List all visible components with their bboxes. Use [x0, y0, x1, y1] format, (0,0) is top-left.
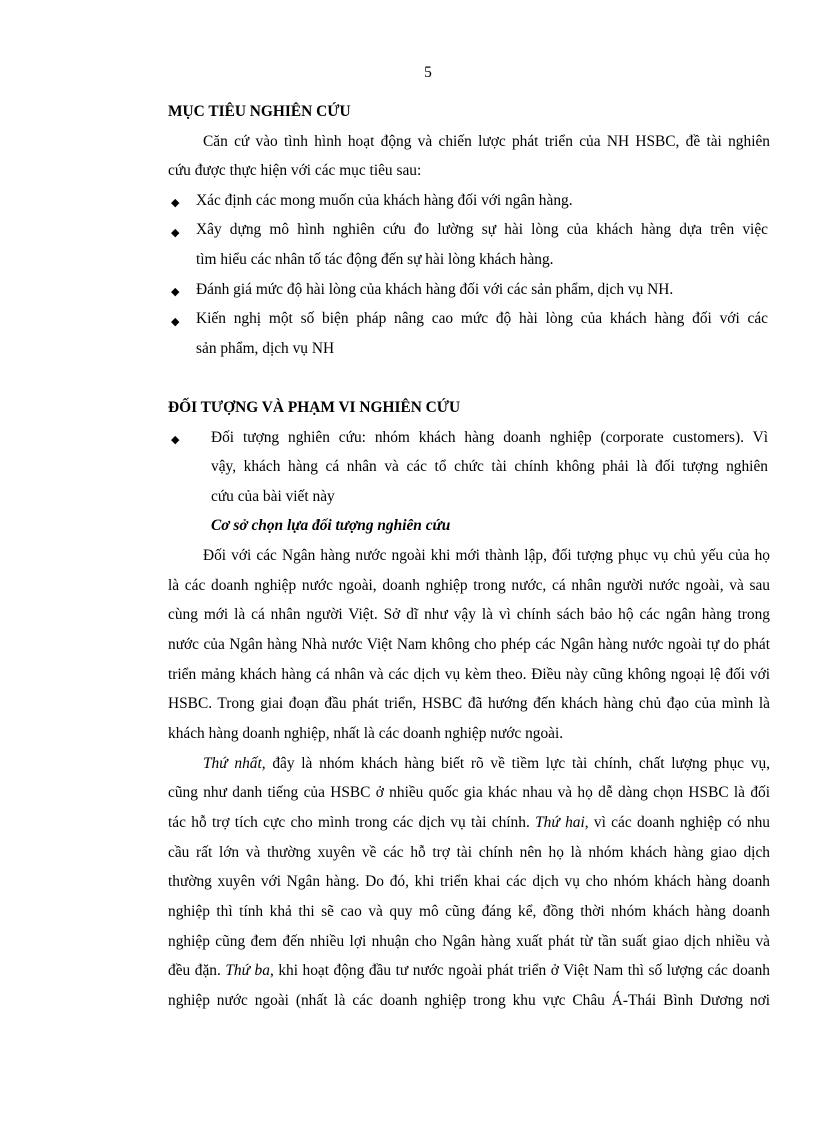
- text-run: tác hỗ trợ tích cực cho mình trong các dịch vụ tài chính.: [168, 814, 536, 831]
- paragraph-line: cầu rất lớn và thường xuyên về các hỗ trợ tài chính nên họ là nhóm khách hàng giao dịch: [168, 844, 770, 861]
- page-number: 5: [424, 64, 432, 81]
- list-item: Xây dựng mô hình nghiên cứu đo lường sự hài lòng của khách hàng dựa trên việc: [196, 221, 768, 238]
- paragraph-line: [168, 962, 770, 980]
- section-heading-research-scope: ĐỐI TƯỢNG VÀ PHẠM VI NGHIÊN CỨU: [168, 399, 461, 416]
- paragraph-line: [203, 755, 770, 773]
- text-run: đây là nhóm khách hàng biết rõ về tiềm lực tài chính, chất lượng phục vụ,: [265, 755, 770, 772]
- paragraph-line: triển mảng khách hàng cá nhân và các dịch vụ kèm theo. Điều này cũng không ngoại lệ đối với: [168, 666, 770, 683]
- section-heading-research-objectives: MỤC TIÊU NGHIÊN CỨU: [168, 103, 351, 120]
- diamond-bullet-icon: ◆: [171, 316, 180, 328]
- list-item-continuation: sản phẩm, dịch vụ NH: [196, 340, 335, 357]
- list-item-continuation: cứu của bài viết này: [211, 488, 335, 505]
- paragraph-line: là các doanh nghiệp nước ngoài, doanh nghiệp trong nước, cá nhân người nước ngoài, và sau: [168, 577, 770, 594]
- list-item: Đánh giá mức độ hài lòng của khách hàng đối với các sản phẩm, dịch vụ NH.: [196, 281, 674, 298]
- paragraph-line: khách hàng doanh nghiệp, nhất là các doanh nghiệp nước ngoài.: [168, 725, 564, 742]
- diamond-bullet-icon: ◆: [171, 434, 180, 446]
- text-run: , khi hoạt động đầu tư nước ngoài phát triển ở Việt Nam thì số lượng các doanh: [269, 962, 770, 979]
- list-item: Đối tượng nghiên cứu: nhóm khách hàng doanh nghiệp (corporate customers). Vì: [211, 429, 768, 446]
- paragraph-line: cùng mới là cá nhân người Việt. Sở dĩ như vậy là vì chính sách bảo hộ các ngân hàng trong: [168, 606, 770, 623]
- list-item-continuation: tìm hiểu các nhân tố tác động đến sự hài lòng khách hàng.: [196, 251, 554, 268]
- emphasis: Thứ hai: [535, 814, 585, 831]
- diamond-bullet-icon: ◆: [171, 286, 180, 298]
- paragraph-line: Đối với các Ngân hàng nước ngoài khi mới thành lập, đối tượng phục vụ chủ yếu của họ: [203, 547, 770, 564]
- paragraph-line: nghiệp thì tính khả thi sẽ cao và quy mô cũng đáng kể, đồng thời nhóm khách hàng doanh: [168, 903, 770, 920]
- paragraph-line: thường xuyên với Ngân hàng. Do đó, khi triển khai các dịch vụ cho nhóm khách hàng doanh: [168, 873, 770, 890]
- emphasis: Thứ nhất,: [203, 755, 266, 772]
- paragraph-line: HSBC. Trong giai đoạn đầu phát triển, HSBC đã hướng đến khách hàng chủ đạo của mình là: [168, 695, 770, 712]
- paragraph-line: cứu được thực hiện với các mục tiêu sau:: [168, 162, 422, 179]
- paragraph-line: cũng như danh tiếng của HSBC ở nhiều quốc gia khác nhau và họ dễ dàng chọn HSBC là đối: [168, 784, 770, 801]
- diamond-bullet-icon: ◆: [171, 197, 180, 209]
- list-item-continuation: vậy, khách hàng cá nhân và các tổ chức tài chính không phải là đối tượng nghiên: [211, 458, 768, 475]
- list-item: Xác định các mong muốn của khách hàng đối với ngân hàng.: [196, 192, 573, 209]
- paragraph-line: nước của Ngân hàng Nhà nước Việt Nam không cho phép các Ngân hàng nước ngoài tự do phát: [168, 636, 770, 653]
- text-run: , vì các doanh nghiệp có nhu: [584, 814, 771, 831]
- subheading: Cơ sở chọn lựa đối tượng nghiên cứu: [211, 517, 451, 534]
- text-run: đều đặn.: [168, 962, 226, 979]
- paragraph-line: [168, 814, 770, 832]
- paragraph-line: Căn cứ vào tình hình hoạt động và chiến lược phát triển của NH HSBC, đề tài nghiên: [203, 133, 770, 150]
- list-item: Kiến nghị một số biện pháp nâng cao mức độ hài lòng của khách hàng đối với các: [196, 310, 768, 327]
- paragraph-line: nghiệp cũng đem đến nhiều lợi nhuận cho Ngân hàng xuất phát từ tần suất giao dịch nhiều và: [168, 933, 770, 950]
- paragraph-line: nghiệp nước ngoài (nhất là các doanh nghiệp trong khu vực Châu Á-Thái Bình Dương nơi: [168, 992, 770, 1009]
- emphasis: Thứ ba: [225, 962, 270, 979]
- diamond-bullet-icon: ◆: [171, 227, 180, 239]
